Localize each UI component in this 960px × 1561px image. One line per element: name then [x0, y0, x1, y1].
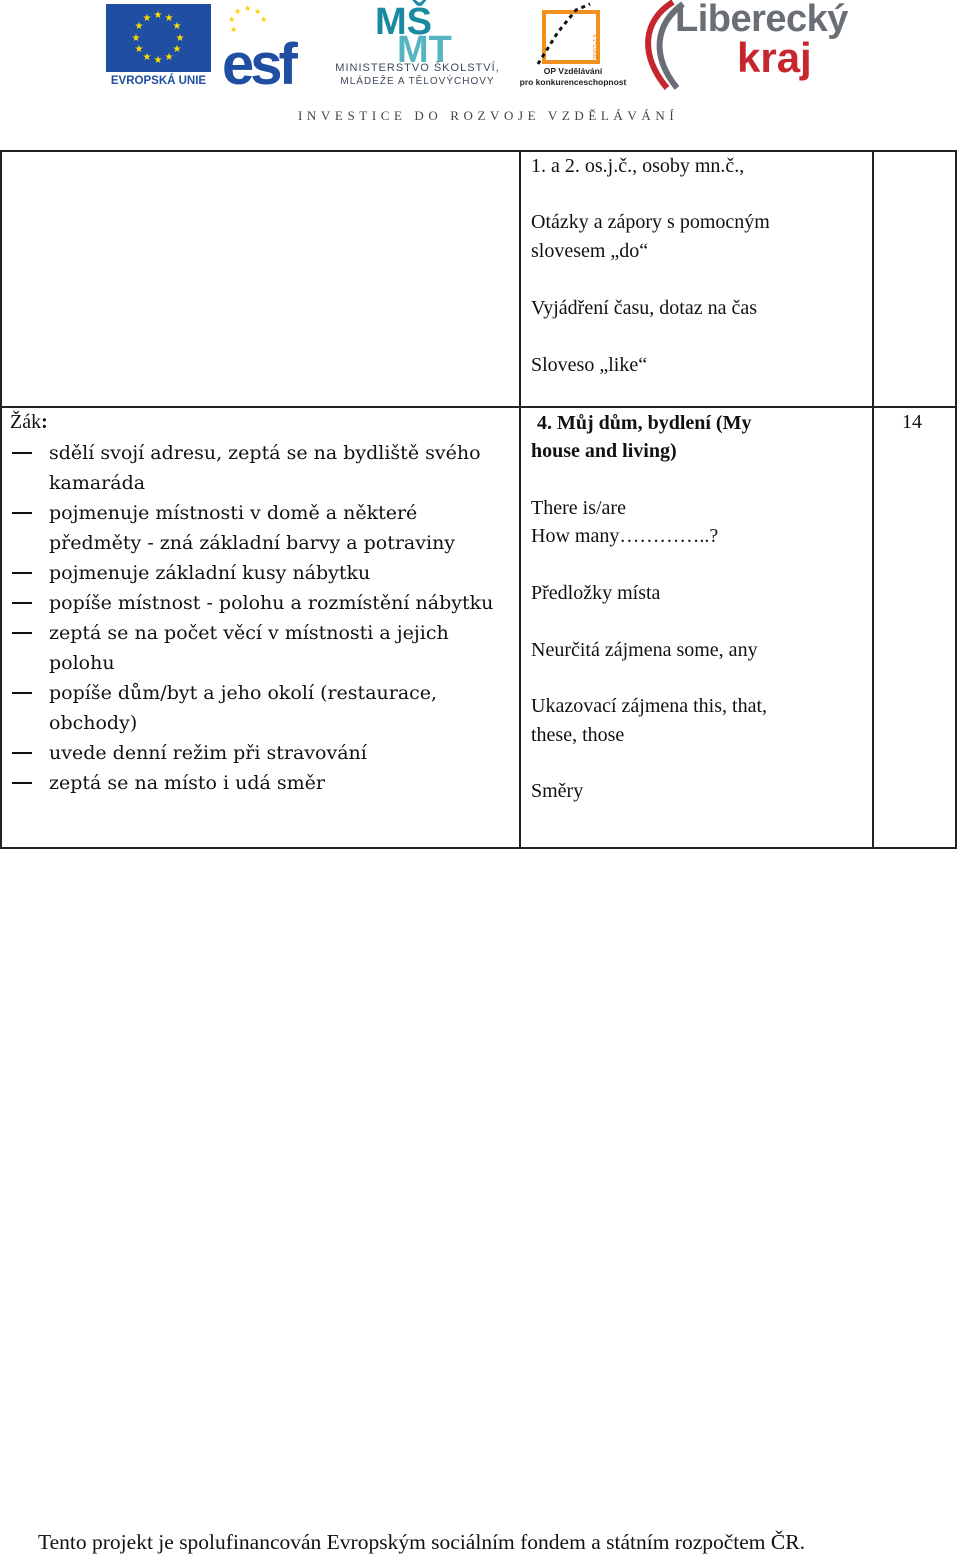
- goal-text: předměty - zná základní barvy a potraviny: [49, 532, 456, 554]
- liberecky-text: Liberecký: [675, 0, 848, 40]
- svg-text:esf: esf: [222, 32, 294, 90]
- topic-line: Předložky místa: [531, 582, 661, 604]
- hours-value: 14: [902, 411, 922, 433]
- dash-bullet-icon: [12, 512, 32, 514]
- svg-text:★: ★: [142, 13, 152, 24]
- dash-bullet-icon: [12, 452, 32, 454]
- goal-text: pojmenuje základní kusy nábytku: [49, 562, 371, 584]
- eu-logo-text: EVROPSKÁ UNIE: [110, 75, 207, 87]
- dash-bullet-icon: [12, 632, 32, 634]
- dash-bullet-icon: [12, 782, 32, 784]
- goal-text: uvede denní režim při stravování: [49, 742, 367, 764]
- goal-item: [10, 769, 515, 798]
- op-logo: [518, 2, 628, 94]
- svg-text:MŠ: MŠ: [375, 1, 432, 43]
- grammar-line-4: Vyjádření času, dotaz na čas: [531, 297, 758, 319]
- svg-text:★: ★: [153, 55, 163, 66]
- goal-item: [10, 739, 515, 768]
- goal-text: popíše dům/byt a jeho okolí (restaurace,: [49, 682, 438, 704]
- dash-bullet-icon: [12, 752, 32, 754]
- footer-note: Tento projekt je spolufinancován Evropským sociálním fondem a státním rozpočtem ČR.: [38, 1530, 805, 1554]
- eu-flag-icon: [106, 4, 211, 72]
- topic-line: these, those: [531, 724, 625, 746]
- logo-strip: [0, 0, 960, 130]
- svg-text:★: ★: [142, 52, 152, 63]
- svg-text:★: ★: [164, 52, 174, 63]
- liberecky-kraj-logo: [633, 0, 858, 95]
- learning-goals: [10, 408, 515, 799]
- table-col-divider-1: [519, 150, 521, 849]
- goal-item: [10, 589, 515, 618]
- svg-text:★: ★: [131, 33, 141, 44]
- goal-text: polohu: [49, 652, 115, 674]
- dash-bullet-icon: [12, 602, 32, 604]
- svg-text:★: ★: [244, 4, 252, 13]
- goal-text: sdělí svojí adresu, zeptá se na bydliště svého: [49, 442, 481, 464]
- msmt-logo: [325, 0, 510, 92]
- op-logo-graphic: [518, 2, 628, 68]
- svg-text:★: ★: [254, 7, 262, 16]
- esf-logo: [220, 2, 320, 90]
- goal-item: [10, 559, 515, 588]
- goal-item: [10, 619, 515, 648]
- svg-text:2007-13: 2007-13: [593, 34, 600, 60]
- op-text-line2: pro konkurenceschopnost: [519, 77, 627, 87]
- topic-line: Neurčitá zájmena some, any: [531, 639, 758, 661]
- goal-item-cont: [10, 529, 515, 558]
- grammar-line-2: Otázky a zápory s pomocným: [531, 211, 770, 233]
- goal-text: pojmenuje místnosti v domě a některé: [49, 502, 418, 524]
- svg-text:★: ★: [234, 7, 242, 16]
- table-col-divider-2: [872, 150, 874, 849]
- svg-text:★: ★: [175, 33, 185, 44]
- msmt-text-line2: MLÁDEŽE A TĚLOVÝCHOVY: [340, 76, 495, 87]
- svg-text:★: ★: [172, 21, 182, 32]
- svg-text:★: ★: [134, 21, 144, 32]
- goal-text: zeptá se na počet věcí v místnosti a jejich: [49, 622, 449, 644]
- grammar-line-1: 1. a 2. os.j.č., osoby mn.č.,: [531, 155, 745, 177]
- goals-heading: [10, 408, 515, 436]
- topic-line: How many…………..?: [531, 525, 719, 547]
- table-border-left: [0, 150, 2, 849]
- topic-line: There is/are: [531, 497, 626, 519]
- svg-text:★: ★: [228, 15, 236, 24]
- eu-logo: [106, 4, 211, 92]
- svg-text:★: ★: [260, 15, 268, 24]
- msmt-text-line1: MINISTERSTVO ŠKOLSTVÍ,: [335, 62, 500, 74]
- goal-item: [10, 679, 515, 708]
- table-border-bottom: [0, 847, 957, 849]
- svg-text:★: ★: [172, 44, 182, 55]
- goal-item-cont: [10, 709, 515, 738]
- dash-bullet-icon: [12, 692, 32, 694]
- goal-text: kamaráda: [49, 472, 146, 494]
- op-text-line1: OP Vzdělávání: [543, 66, 603, 76]
- goal-text: zeptá se na místo i udá směr: [49, 772, 325, 794]
- topic-title-line1: 4. Můj dům, bydlení (My: [537, 412, 752, 434]
- dash-bullet-icon: [12, 572, 32, 574]
- goal-text: popíše místnost - polohu a rozmístění nábytku: [49, 592, 494, 614]
- svg-text:★: ★: [164, 13, 174, 24]
- topic-line: Ukazovací zájmena this, that,: [531, 695, 768, 717]
- goal-item-cont: [10, 469, 515, 498]
- esf-logo-graphic: [220, 2, 320, 90]
- svg-text:★: ★: [153, 10, 163, 21]
- topic-line: Směry: [531, 780, 584, 802]
- topic-title-line2: house and living): [531, 440, 677, 462]
- goal-item-cont: [10, 649, 515, 678]
- grammar-line-3: slovesem „do“: [531, 240, 649, 262]
- msmt-logo-graphic: [325, 0, 510, 62]
- table-border-top: [0, 150, 957, 152]
- tagline: INVESTICE DO ROZVOJE VZDĚLÁVÁNÍ: [298, 108, 679, 123]
- goal-item: [10, 499, 515, 528]
- svg-text:MT: MT: [397, 29, 452, 62]
- grammar-line-5: Sloveso „like“: [531, 354, 648, 376]
- goal-text: obchody): [49, 712, 138, 734]
- goals-heading-text: Žák: [10, 411, 42, 433]
- table-border-right: [955, 150, 957, 849]
- kraj-text: kraj: [737, 34, 812, 81]
- svg-text:★: ★: [230, 25, 238, 34]
- goals-heading-colon: :: [41, 411, 48, 433]
- svg-text:★: ★: [134, 44, 144, 55]
- goal-item: [10, 439, 515, 468]
